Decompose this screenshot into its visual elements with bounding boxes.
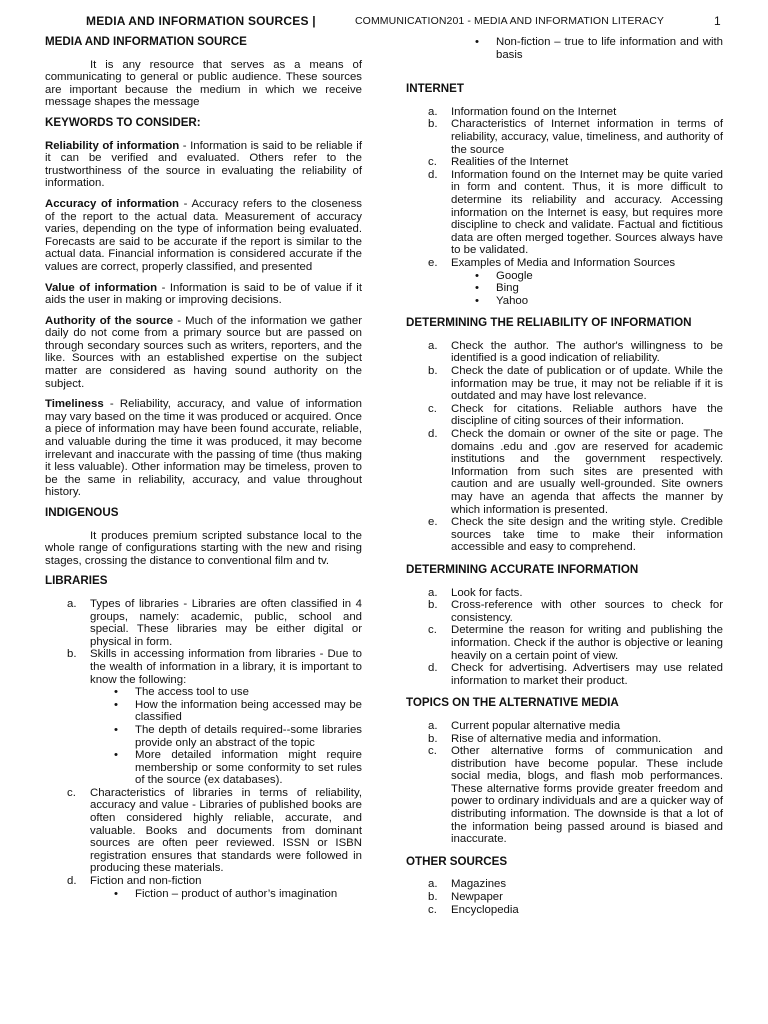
list-item-text: Check for citations. Reliable authors have the discipline of citing sources of their information. bbox=[451, 402, 723, 428]
list-item-text: Cross-reference with other sources to check for consistency. bbox=[451, 599, 723, 624]
keyword-term: Reliability of information bbox=[45, 139, 180, 152]
list-item bbox=[45, 598, 362, 648]
list-item bbox=[406, 156, 723, 169]
bullet-item bbox=[451, 282, 723, 295]
list-marker: e. bbox=[428, 256, 438, 269]
keyword-authority bbox=[45, 315, 362, 391]
keyword-term: Accuracy of information bbox=[45, 197, 179, 210]
list-marker: c. bbox=[428, 745, 437, 758]
list-marker: d. bbox=[67, 875, 77, 888]
bullet-item bbox=[90, 888, 362, 901]
list-item bbox=[406, 257, 723, 307]
list-item bbox=[406, 733, 723, 746]
bullet-text: Non-fiction – true to life information and with basis bbox=[496, 36, 723, 61]
keyword-term: Timeliness bbox=[45, 398, 104, 411]
list-marker: b. bbox=[428, 365, 438, 378]
keyword-accuracy bbox=[45, 198, 362, 274]
list-item-text: Check the author. The author's willingness to be identified is a good indication of reliability. bbox=[451, 339, 723, 365]
list-marker: b. bbox=[428, 599, 438, 612]
indigenous-heading: INDIGENOUS bbox=[45, 506, 119, 519]
list-item-text: Characteristics of libraries in terms of reliability, accuracy and value - Libraries of published books are often considered highly reliable, accurate, and valuable. Books and documents from dominant sources are often peer reviewed. ISSN or ISBN registration ensures that standards were followed in producing these materials. bbox=[90, 786, 362, 875]
list-item-text: Other alternative forms of communication and distribution have become popular. These include social media, blogs, and flash mob performances. These alternative forms provide greater freedom and power to ordinary individuals and are a quicker way of distributing information. The downside is that a lot of the information being passed around is biased and inaccurate. bbox=[451, 745, 723, 846]
accurate-heading: DETERMINING ACCURATE INFORMATION bbox=[406, 562, 639, 576]
list-marker: a. bbox=[428, 878, 438, 891]
list-item bbox=[406, 365, 723, 403]
list-item bbox=[406, 169, 723, 257]
list-marker: c. bbox=[428, 402, 437, 415]
bullet-icon: • bbox=[114, 749, 118, 762]
list-marker: b. bbox=[428, 891, 438, 904]
list-item bbox=[45, 875, 362, 900]
list-item-text: Check for advertising. Advertisers may use related information to market their product. bbox=[451, 662, 723, 687]
bullet-text: The access tool to use bbox=[135, 686, 249, 699]
keyword-timeliness bbox=[45, 398, 362, 499]
page-number: 1 bbox=[714, 14, 721, 28]
list-item-text: Magazines bbox=[451, 878, 507, 891]
list-item bbox=[406, 428, 723, 516]
bullet-text: Bing bbox=[496, 282, 519, 295]
list-item-text: Encyclopedia bbox=[451, 903, 519, 916]
keyword-reliability bbox=[45, 140, 362, 190]
list-marker: c. bbox=[428, 624, 437, 637]
header-title: MEDIA AND INFORMATION SOURCES | bbox=[86, 14, 316, 28]
list-item bbox=[45, 648, 362, 787]
bullet-text: Yahoo bbox=[496, 294, 529, 307]
list-marker: b. bbox=[428, 118, 438, 131]
examples-list bbox=[451, 270, 723, 308]
bullet-icon: • bbox=[475, 282, 479, 295]
list-item-text: Current popular alternative media bbox=[451, 719, 621, 732]
bullet-text: The depth of details required--some libraries provide only an abstract of the topic bbox=[135, 723, 362, 749]
list-item-text: Check the site design and the writing style. Credible sources take time to make their information accessible and easy to comprehend. bbox=[451, 516, 723, 554]
nonfiction-list bbox=[451, 36, 723, 61]
list-marker: a. bbox=[428, 105, 438, 118]
list-item-text: Check the date of publication or of update. While the information may be true, it may not be reliable if it is outdated and may have lost relevance. bbox=[451, 365, 723, 403]
keyword-text: - Information is said to be reliable if it can be verified and evaluated. Others refer to the trustworthiness of the source in evaluating the reliability of information. bbox=[45, 139, 362, 190]
list-marker: a. bbox=[67, 597, 77, 610]
page-header bbox=[0, 14, 768, 30]
reliability-heading: DETERMINING THE RELIABILITY OF INFORMATION bbox=[406, 316, 692, 330]
other-sources-heading: OTHER SOURCES bbox=[406, 854, 508, 868]
header-subtitle: COMMUNICATION201 - MEDIA AND INFORMATION LITERACY bbox=[355, 15, 665, 27]
bullet-item bbox=[90, 686, 362, 699]
list-item bbox=[406, 624, 723, 662]
list-item bbox=[406, 662, 723, 687]
indigenous-paragraph: It produces premium scripted substance local to the whole range of configurations starting with the new and rising stages, crossing the distance to conventional film and tv. bbox=[45, 529, 362, 567]
bullet-list bbox=[90, 686, 362, 787]
list-item bbox=[406, 878, 723, 891]
keywords-heading: KEYWORDS TO CONSIDER: bbox=[45, 115, 201, 129]
list-item-text: Skills in accessing information from libraries - Due to the wealth of information in a library, it is important to know the following: bbox=[90, 648, 362, 686]
bullet-text: Fiction – product of author’s imagination bbox=[135, 887, 338, 900]
libraries-list bbox=[45, 598, 362, 900]
list-item bbox=[406, 599, 723, 624]
list-item bbox=[406, 106, 723, 119]
bullet-item bbox=[90, 749, 362, 787]
list-marker: b. bbox=[428, 732, 438, 745]
bullet-text: Google bbox=[496, 269, 533, 282]
list-item-text: Determine the reason for writing and publishing the information. Check if the author is objective or leaning heavily on a certain point of view. bbox=[451, 624, 723, 662]
list-marker: a. bbox=[428, 586, 438, 599]
list-item-text: Check the domain or owner of the site or page. The domains .edu and .gov are reserved for academic institutions and the government respectively. Information from such sites are presented with caution and are usually well-grounded. Site owners may have an agenda that affects the manner by which information is presented. bbox=[451, 428, 723, 516]
list-item bbox=[406, 403, 723, 428]
right-column bbox=[406, 36, 723, 924]
list-item bbox=[406, 720, 723, 733]
bullet-list bbox=[90, 888, 362, 901]
list-item-text: Characteristics of Internet information in terms of reliability, accuracy, value, timeliness, and authority of the source bbox=[451, 118, 723, 156]
list-marker: a. bbox=[428, 339, 438, 352]
keyword-term: Value of information bbox=[45, 281, 158, 294]
alt-media-list bbox=[406, 720, 723, 846]
left-column bbox=[45, 36, 362, 908]
list-item bbox=[406, 118, 723, 156]
keyword-text: - Accuracy refers to the closeness of the report to the actual data. Measurement of accuracy varies, depending on the type of information being evaluated. Forecasts are said to be accurate if the report is similar to the actual data. Financial information is considered accurate if the values are correct, properly classified, and presented bbox=[45, 197, 362, 273]
list-marker: d. bbox=[428, 428, 438, 441]
bullet-item bbox=[90, 699, 362, 724]
list-item-text: Look for facts. bbox=[451, 586, 523, 599]
bullet-icon: • bbox=[475, 36, 479, 48]
list-marker: d. bbox=[428, 168, 438, 181]
bullet-icon: • bbox=[114, 723, 118, 736]
list-marker: c. bbox=[428, 156, 437, 169]
keyword-value bbox=[45, 282, 362, 307]
list-item-text: Realities of the Internet bbox=[451, 156, 569, 169]
list-item-text: Information found on the Internet bbox=[451, 105, 617, 118]
list-item-text: Rise of alternative media and information. bbox=[451, 732, 662, 745]
list-item-text: Examples of Media and Information Sources bbox=[451, 256, 676, 269]
list-item bbox=[406, 340, 723, 365]
accurate-list bbox=[406, 587, 723, 688]
bullet-icon: • bbox=[114, 887, 118, 900]
main-heading: MEDIA AND INFORMATION SOURCE bbox=[45, 35, 247, 48]
other-sources-list bbox=[406, 878, 723, 916]
list-marker: c. bbox=[67, 786, 76, 799]
list-item bbox=[45, 787, 362, 875]
list-item bbox=[406, 516, 723, 554]
list-marker: b. bbox=[67, 648, 77, 661]
bullet-icon: • bbox=[475, 269, 479, 282]
list-item-text: Information found on the Internet may be quite varied in form and content. Thus, it is more difficult to determine its reliability and accuracy. Accessing information on the Internet is easy, but requires more discipline to check and validate. Factual and fictitious data are often merged together. Sources always have to be validated. bbox=[451, 168, 723, 257]
bullet-text: How the information being accessed may be classified bbox=[135, 698, 362, 724]
bullet-item bbox=[451, 36, 723, 61]
alt-media-heading: TOPICS ON THE ALTERNATIVE MEDIA bbox=[406, 696, 619, 710]
list-item bbox=[406, 745, 723, 846]
list-item-text: Newpaper bbox=[451, 891, 503, 904]
intro-paragraph: It is any resource that serves as a means of communicating to general or public audience. These sources are important because the medium in which we receive message shapes the message bbox=[45, 58, 362, 109]
libraries-heading: LIBRARIES bbox=[45, 574, 108, 588]
bullet-item bbox=[90, 724, 362, 749]
keyword-term: Authority of the source bbox=[45, 314, 174, 327]
list-marker: a. bbox=[428, 719, 438, 732]
list-marker: c. bbox=[428, 903, 437, 916]
internet-list bbox=[406, 106, 723, 308]
bullet-icon: • bbox=[114, 698, 118, 711]
bullet-icon: • bbox=[114, 686, 118, 699]
bullet-item bbox=[451, 270, 723, 283]
reliability-list bbox=[406, 340, 723, 554]
keyword-text: - Reliability, accuracy, and value of information may vary based on the time it was produced or acquired. Once a piece of information may have been found accurate, reliable, and valuable during the time it was produced, it may become irrelevant and inaccurate with the passing of time (thus making it less valuable). Other information may be timeless, proven to be the same in reliability, accuracy, and value throughout history. bbox=[45, 398, 362, 499]
keyword-text: - Much of the information we gather daily do not come from a primary source but are passed on through secondary sources such as writers, reporters, and the like. Sources with an established expertise on the subject matter are considered as having sound authority on the subject. bbox=[45, 314, 362, 390]
list-item bbox=[406, 587, 723, 600]
bullet-item bbox=[451, 295, 723, 308]
list-item bbox=[406, 904, 723, 917]
list-marker: e. bbox=[428, 516, 438, 529]
internet-heading: INTERNET bbox=[406, 82, 464, 96]
bullet-icon: • bbox=[475, 294, 479, 307]
keyword-text: - Information is said to be of value if it aids the user in making or improving decisions. bbox=[45, 281, 363, 307]
list-item bbox=[406, 891, 723, 904]
list-item-text: Types of libraries - Libraries are often classified in 4 groups, namely: academic, public, school and special. These libraries may be either digital or physical in form. bbox=[90, 597, 362, 648]
list-marker: d. bbox=[428, 662, 438, 675]
list-item-text: Fiction and non-fiction bbox=[90, 875, 202, 888]
bullet-text: More detailed information might require membership or some conformity to set rules of the source (ex databases). bbox=[135, 749, 362, 787]
